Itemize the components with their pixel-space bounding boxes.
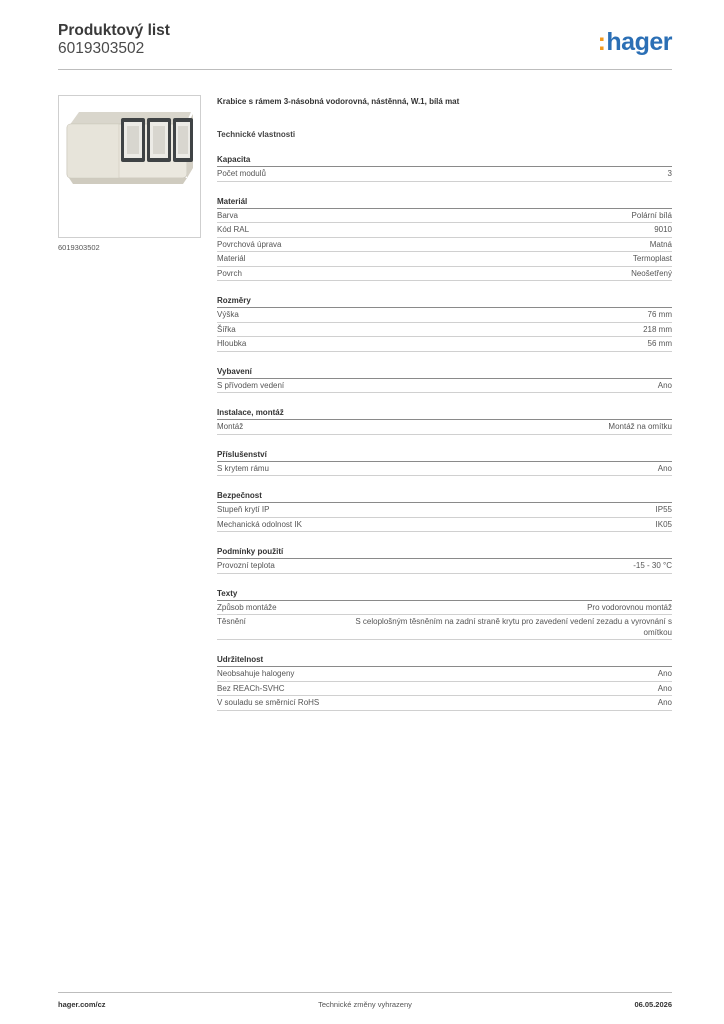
section-title: Instalace, montáž <box>217 407 672 420</box>
spec-row <box>217 379 672 394</box>
spec-label: Povrch <box>217 268 242 278</box>
spec-label: Stupeň krytí IP <box>217 505 270 514</box>
spec-row <box>217 667 672 682</box>
spec-section <box>217 366 672 394</box>
spec-label: Povrchová úprava <box>217 239 282 249</box>
section-title: Vybavení <box>217 366 672 379</box>
spec-row <box>217 601 672 616</box>
spec-label: Barva <box>217 210 238 220</box>
spec-section <box>217 196 672 282</box>
spec-value: Ano <box>657 683 672 693</box>
spec-column <box>217 96 672 711</box>
spec-row <box>217 252 672 267</box>
spec-row <box>217 238 672 253</box>
spec-label: Bez REACh-SVHC <box>217 683 285 693</box>
spec-value: Neošetřený <box>631 268 672 278</box>
product-illustration <box>59 96 202 239</box>
section-title: Materiál <box>217 196 672 209</box>
spec-value: 3 <box>667 169 672 178</box>
image-caption: 6019303502 <box>58 243 100 252</box>
spec-value: Termoplast <box>632 254 672 263</box>
section-title: Bezpečnost <box>217 490 672 503</box>
spec-label: Provozní teplota <box>217 561 275 570</box>
spec-value: Polární bílá <box>631 210 672 220</box>
spec-label: Materiál <box>217 254 246 263</box>
spec-label: Mechanická odolnost IK <box>217 519 302 529</box>
spec-value: 9010 <box>654 225 672 234</box>
spec-value: Ano <box>657 698 672 707</box>
spec-row <box>217 462 672 477</box>
spec-row <box>217 518 672 533</box>
footer-url[interactable]: hager.com/cz <box>58 1000 106 1009</box>
section-title: Kapacita <box>217 154 672 167</box>
spec-value: S celoplošným těsněním na zadní straně krytu pro zavedení vedení zezadu a vyrovnání s omítkou <box>355 617 672 637</box>
spec-row <box>217 682 672 697</box>
spec-section <box>217 449 672 477</box>
spec-row <box>217 267 672 282</box>
spec-label: Hloubka <box>217 339 247 348</box>
spec-row <box>217 615 672 640</box>
product-name: Krabice s rámem 3-násobná vodorovná, nástěnná, W.1, bílá mat <box>217 97 460 106</box>
spec-row <box>217 420 672 435</box>
section-title: Udržitelnost <box>217 654 672 667</box>
spec-sections <box>217 154 672 711</box>
spec-label: Šířka <box>217 324 236 334</box>
spec-row <box>217 167 672 182</box>
logo-colon: : <box>597 28 606 56</box>
spec-section <box>217 490 672 532</box>
spec-value: 56 mm <box>647 339 672 348</box>
spec-row <box>217 323 672 338</box>
spec-value: Matná <box>649 239 672 249</box>
section-title: Rozměry <box>217 295 672 308</box>
logo-text: hager <box>606 28 672 56</box>
section-title: Podmínky použití <box>217 546 672 559</box>
spec-section <box>217 546 672 574</box>
spec-label: Těsnění <box>217 617 246 626</box>
section-title: Příslušenství <box>217 449 672 462</box>
spec-value: Ano <box>657 380 672 390</box>
spec-value: 218 mm <box>643 324 672 334</box>
spec-value: IP55 <box>655 505 672 514</box>
spec-label: Kód RAL <box>217 225 250 234</box>
page-header <box>58 22 672 70</box>
spec-label: Způsob montáže <box>217 602 277 612</box>
hager-logo <box>598 28 672 57</box>
image-column <box>58 95 201 252</box>
technical-properties-heading: Technické vlastnosti <box>217 130 296 139</box>
spec-row <box>217 223 672 238</box>
spec-section <box>217 407 672 435</box>
spec-value: Ano <box>657 463 672 473</box>
spec-value: Ano <box>657 669 672 678</box>
spec-label: Neobsahuje halogeny <box>217 669 295 678</box>
spec-value: 76 mm <box>647 310 672 319</box>
product-number: 6019303502 <box>58 40 145 57</box>
spec-value: IK05 <box>655 519 672 529</box>
spec-row <box>217 503 672 518</box>
footer-date: 06.05.2026 <box>634 1000 672 1009</box>
spec-section <box>217 295 672 352</box>
spec-label: Výška <box>217 310 239 319</box>
spec-label: S přívodem vedení <box>217 380 285 390</box>
spec-section <box>217 654 672 711</box>
spec-row <box>217 308 672 323</box>
spec-value: Montáž na omítku <box>608 422 672 431</box>
spec-value: Pro vodorovnou montáž <box>587 602 672 612</box>
spec-section <box>217 154 672 182</box>
spec-row <box>217 337 672 352</box>
spec-label: V souladu se směrnicí RoHS <box>217 698 320 707</box>
spec-label: Počet modulů <box>217 169 266 178</box>
page-footer <box>58 992 672 1009</box>
document-title: Produktový list <box>58 22 170 39</box>
spec-value: -15 - 30 °C <box>633 561 672 570</box>
footer-note: Technické změny vyhrazeny <box>318 1000 412 1009</box>
spec-section <box>217 588 672 641</box>
spec-label: Montáž <box>217 422 244 431</box>
product-image <box>58 95 201 238</box>
spec-label: S krytem rámu <box>217 463 270 473</box>
spec-row <box>217 209 672 224</box>
spec-row <box>217 696 672 711</box>
section-title: Texty <box>217 588 672 601</box>
spec-row <box>217 559 672 574</box>
